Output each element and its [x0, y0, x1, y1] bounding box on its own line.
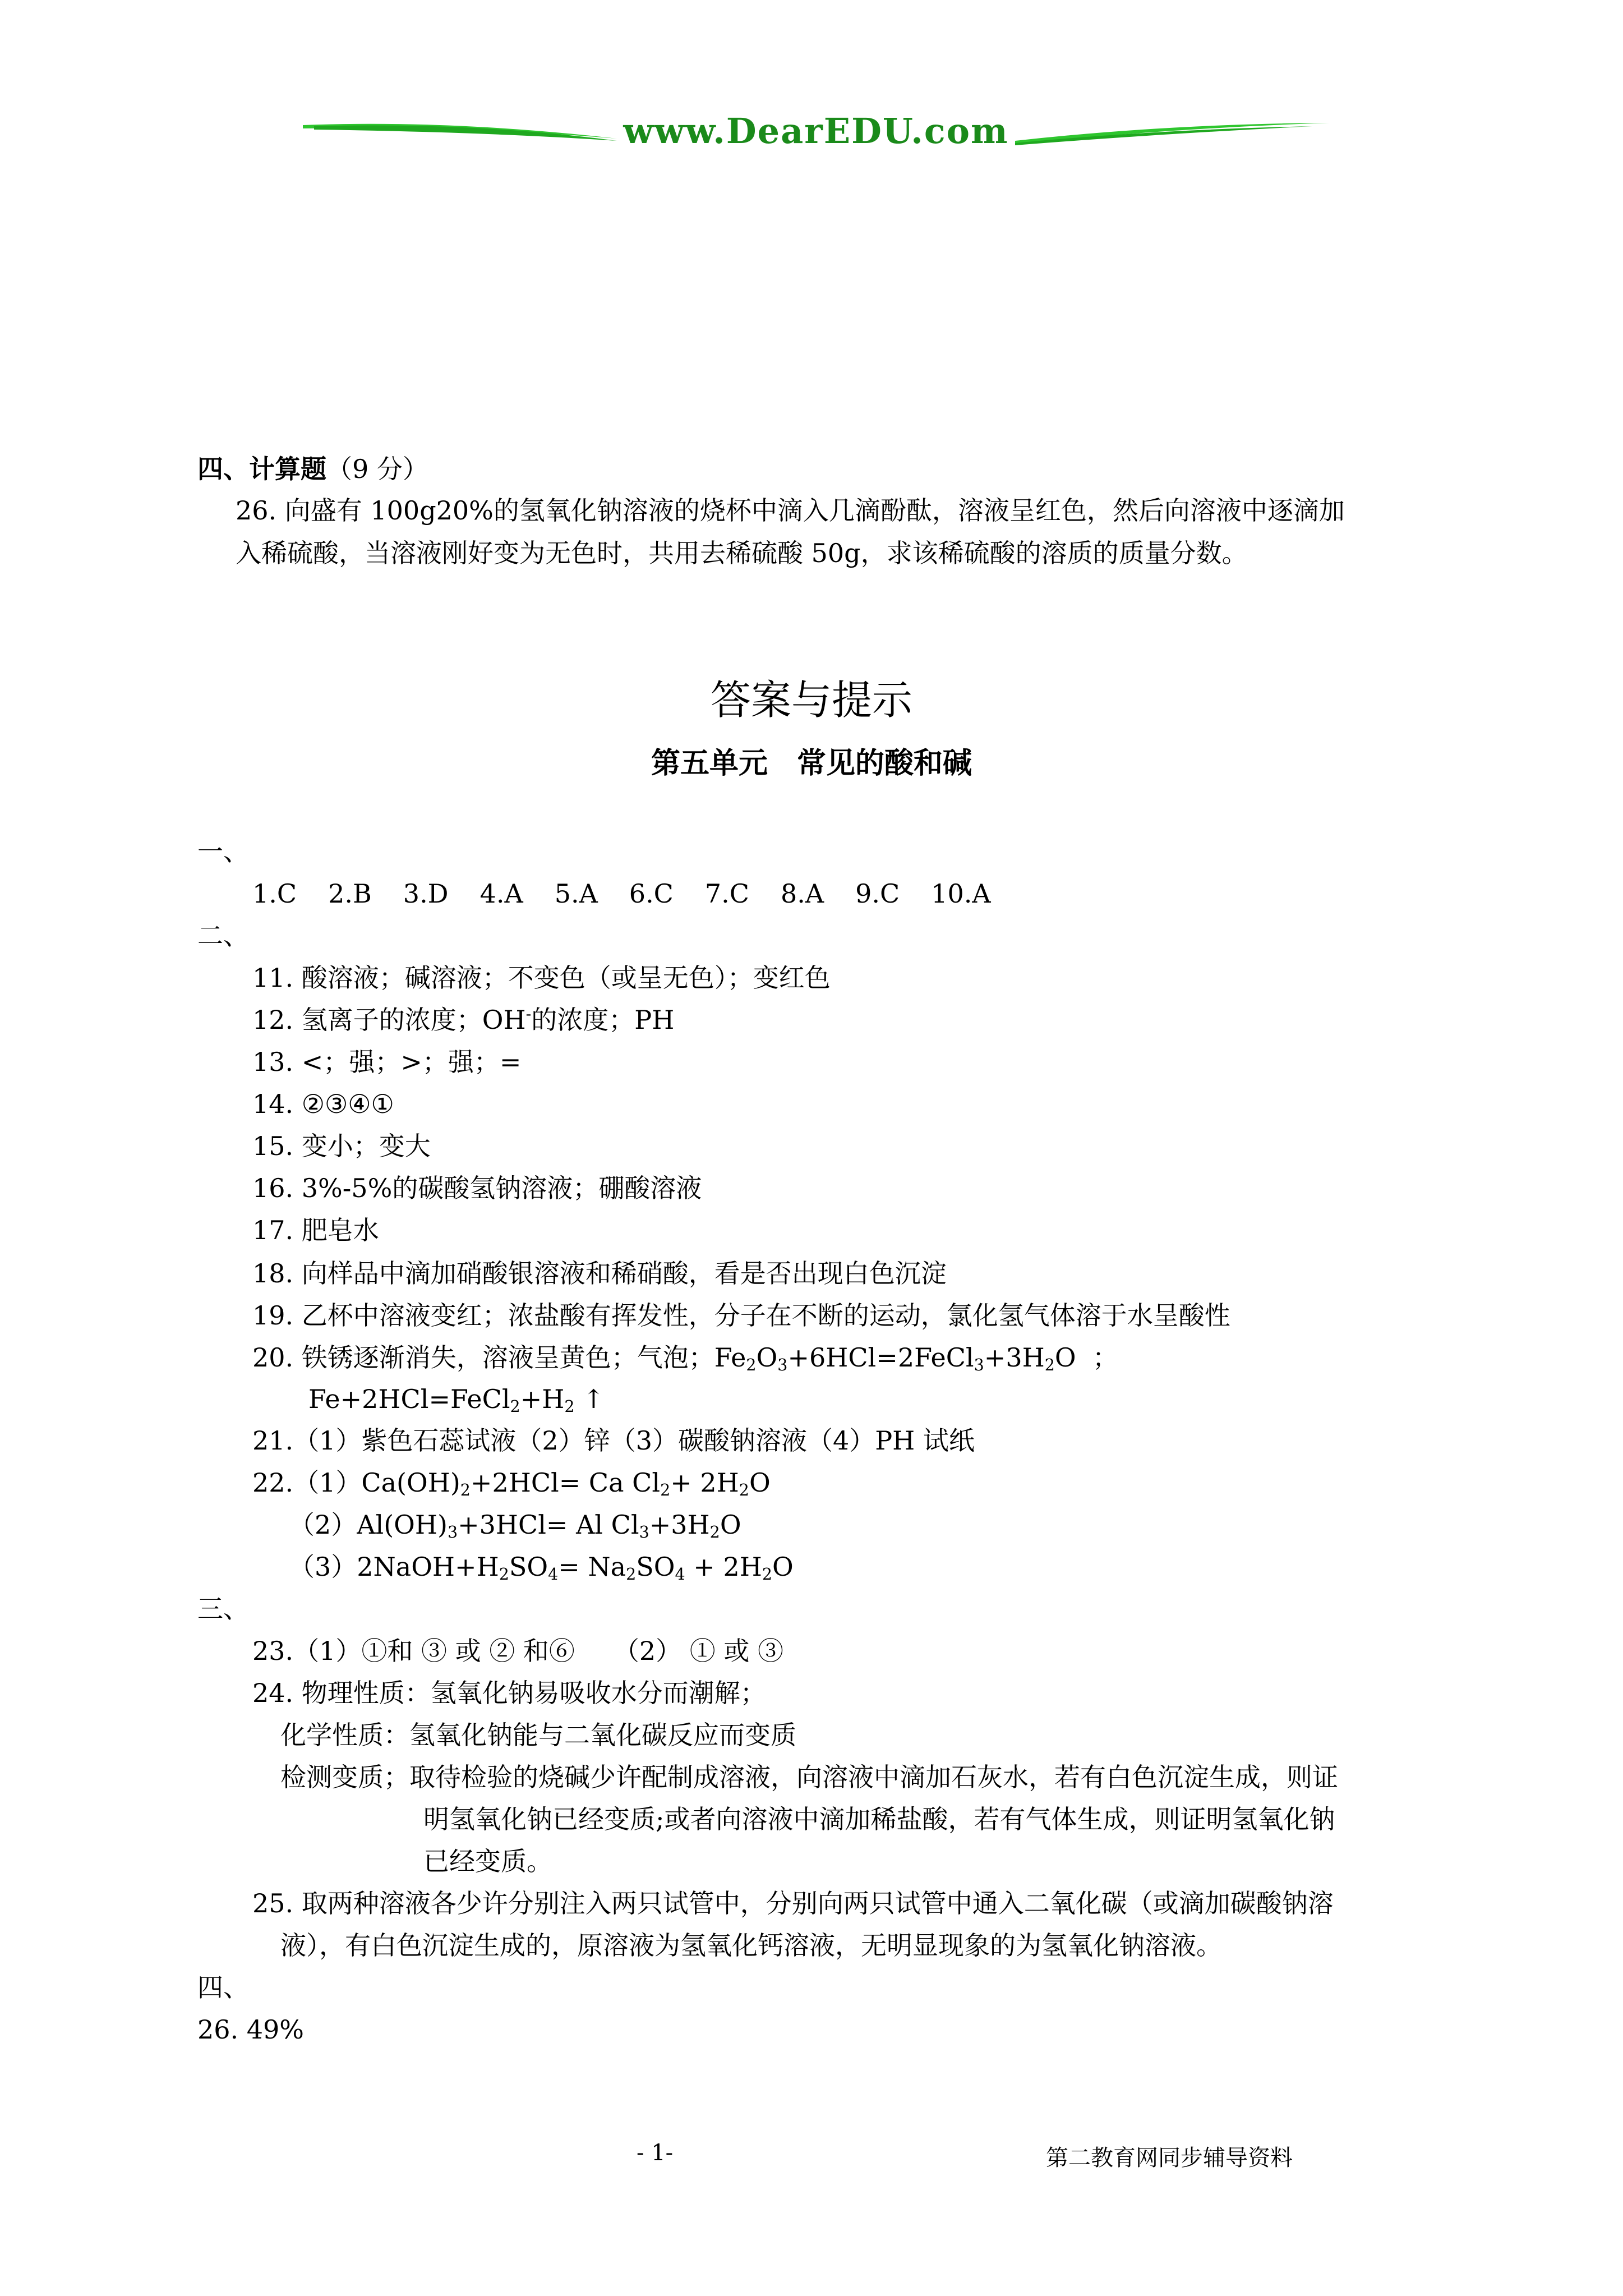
answer-13: 13. <；强；>；强；= — [252, 1047, 522, 1077]
question-26-line1: 26. 向盛有 100g20%的氢氧化钠溶液的烧杯中滴入几滴酚酞，溶液呈红色，然后向溶液中逐滴加 — [236, 495, 1345, 526]
answer-12: 12. 氢离子的浓度；OH-的浓度；PH — [252, 1004, 675, 1035]
answer-8: 8.A — [780, 878, 824, 909]
answer-4: 4.A — [479, 878, 523, 909]
equation-naoh: $2NaOH+H_2SO_4= Na_2SO_4 + 2H_2O$ — [357, 1552, 794, 1584]
part2-label: 二、 — [197, 921, 249, 951]
answer-7: 7.C — [704, 878, 749, 909]
answer-14: 14. ②③④① — [252, 1089, 394, 1119]
answer-24-detect-line2: 明氢氧化钠已经变质;或者向溶液中滴加稀盐酸，若有气体生成，则证明氢氧化钠 — [423, 1804, 1335, 1834]
page-number: - 1- — [637, 2140, 674, 2166]
part1-label: 一、 — [197, 836, 249, 867]
answer-20-line1: 20. 铁锈逐渐消失，溶液呈黄色；气泡；$Fe_2O_3+6HCl=2FeCl_3+3H_2O$ ； — [252, 1342, 1118, 1375]
answer-21: 21.（1）紫色石蕊试液（2）锌（3）碳酸钠溶液（4）PH 试纸 — [252, 1425, 975, 1456]
equation-aloh3: $Al(OH)_3+3HCl= Al$ $Cl_3+3H_2O$ — [357, 1510, 741, 1542]
question-26-line2: 入稀硫酸，当溶液刚好变为无色时，共用去稀硫酸 50g，求该稀硫酸的溶质的质量分数。 — [236, 538, 1248, 568]
answer-5: 5.A — [554, 878, 598, 909]
answer-10: 10.A — [931, 878, 991, 909]
answer-26: 26. 49% — [197, 2014, 305, 2045]
answer-22-2: $(2)Al(OH)_3+3HCl= Al$ $Cl_3+3H_2O$ — [289, 1510, 741, 1542]
site-url: www.DearEDU.com — [623, 111, 1009, 151]
answer-15: 15. 变小；变大 — [252, 1131, 431, 1161]
answer-1: 1.C — [252, 878, 297, 909]
answer-3: 3.D — [403, 878, 449, 909]
answer-25-line2: 液），有白色沉淀生成的，原溶液为氢氧化钙溶液，无明显现象的为氢氧化钠溶液。 — [280, 1930, 1222, 1961]
answer-24-detect-line1: 检测变质；取待检验的烧碱少许配制成溶液，向溶液中滴加石灰水，若有白色沉淀生成，则证 — [280, 1762, 1338, 1792]
answer-24-physical: 24. 物理性质：氢氧化钠易吸收水分而潮解； — [252, 1678, 766, 1708]
answer-22-1: $22.(1)Ca(OH)_2+2HCl= Ca$ $Cl_2+ 2H_2O$ — [252, 1467, 771, 1500]
answer-24-detect-line3: 已经变质。 — [423, 1846, 552, 1876]
answer-9: 9.C — [855, 878, 900, 909]
answer-11: 11. 酸溶液；碱溶液；不变色（或呈无色）；变红色 — [252, 963, 831, 993]
unit-title: 第五单元 常见的酸和碱 — [651, 747, 972, 780]
site-logo — [303, 109, 1329, 160]
section4-heading: 四、计算题（9 分） — [197, 454, 428, 484]
part4-label: 四、 — [197, 1972, 249, 2003]
equation-caoh2: $Ca(OH)_2+2HCl= Ca$ $Cl_2+ 2H_2O$ — [361, 1467, 771, 1500]
answer-19: 19. 乙杯中溶液变红；浓盐酸有挥发性，分子在不断的运动，氯化氢气体溶于水呈酸性 — [252, 1300, 1230, 1331]
answer-24-chemical: 化学性质：氢氧化钠能与二氧化碳反应而变质 — [280, 1720, 796, 1750]
answer-2: 2.B — [328, 878, 372, 909]
answer-25-line1: 25. 取两种溶液各少许分别注入两只试管中，分别向两只试管中通入二氧化碳（或滴加碳酸钠溶 — [252, 1888, 1334, 1918]
equation-fe2o3: $Fe_2O_3+6HCl=2FeCl_3+3H_2O$ ； — [714, 1342, 1118, 1375]
part1-answers — [252, 872, 1022, 915]
answer-23: 23.（1）①和 ③ 或 ② 和⑥ （2） ① 或 ③ — [252, 1636, 784, 1666]
answer-22-3: $(3)2NaOH+H_2SO_4= Na_2SO_4 + 2H_2O$ — [289, 1552, 794, 1584]
answer-18: 18. 向样品中滴加硝酸银溶液和稀硝酸，看是否出现白色沉淀 — [252, 1258, 947, 1289]
answer-16: 16. 3%-5%的碳酸氢钠溶液；硼酸溶液 — [252, 1173, 702, 1203]
answer-20-line2: $Fe+2HCl=FeCl_2+H_2$ ↑ — [308, 1384, 605, 1416]
answers-title: 答案与提示 — [710, 677, 912, 724]
footer-source: 第二教育网同步辅导资料 — [1046, 2145, 1293, 2171]
answer-6: 6.C — [629, 878, 674, 909]
answer-17: 17. 肥皂水 — [252, 1215, 379, 1245]
part3-label: 三、 — [197, 1594, 249, 1624]
